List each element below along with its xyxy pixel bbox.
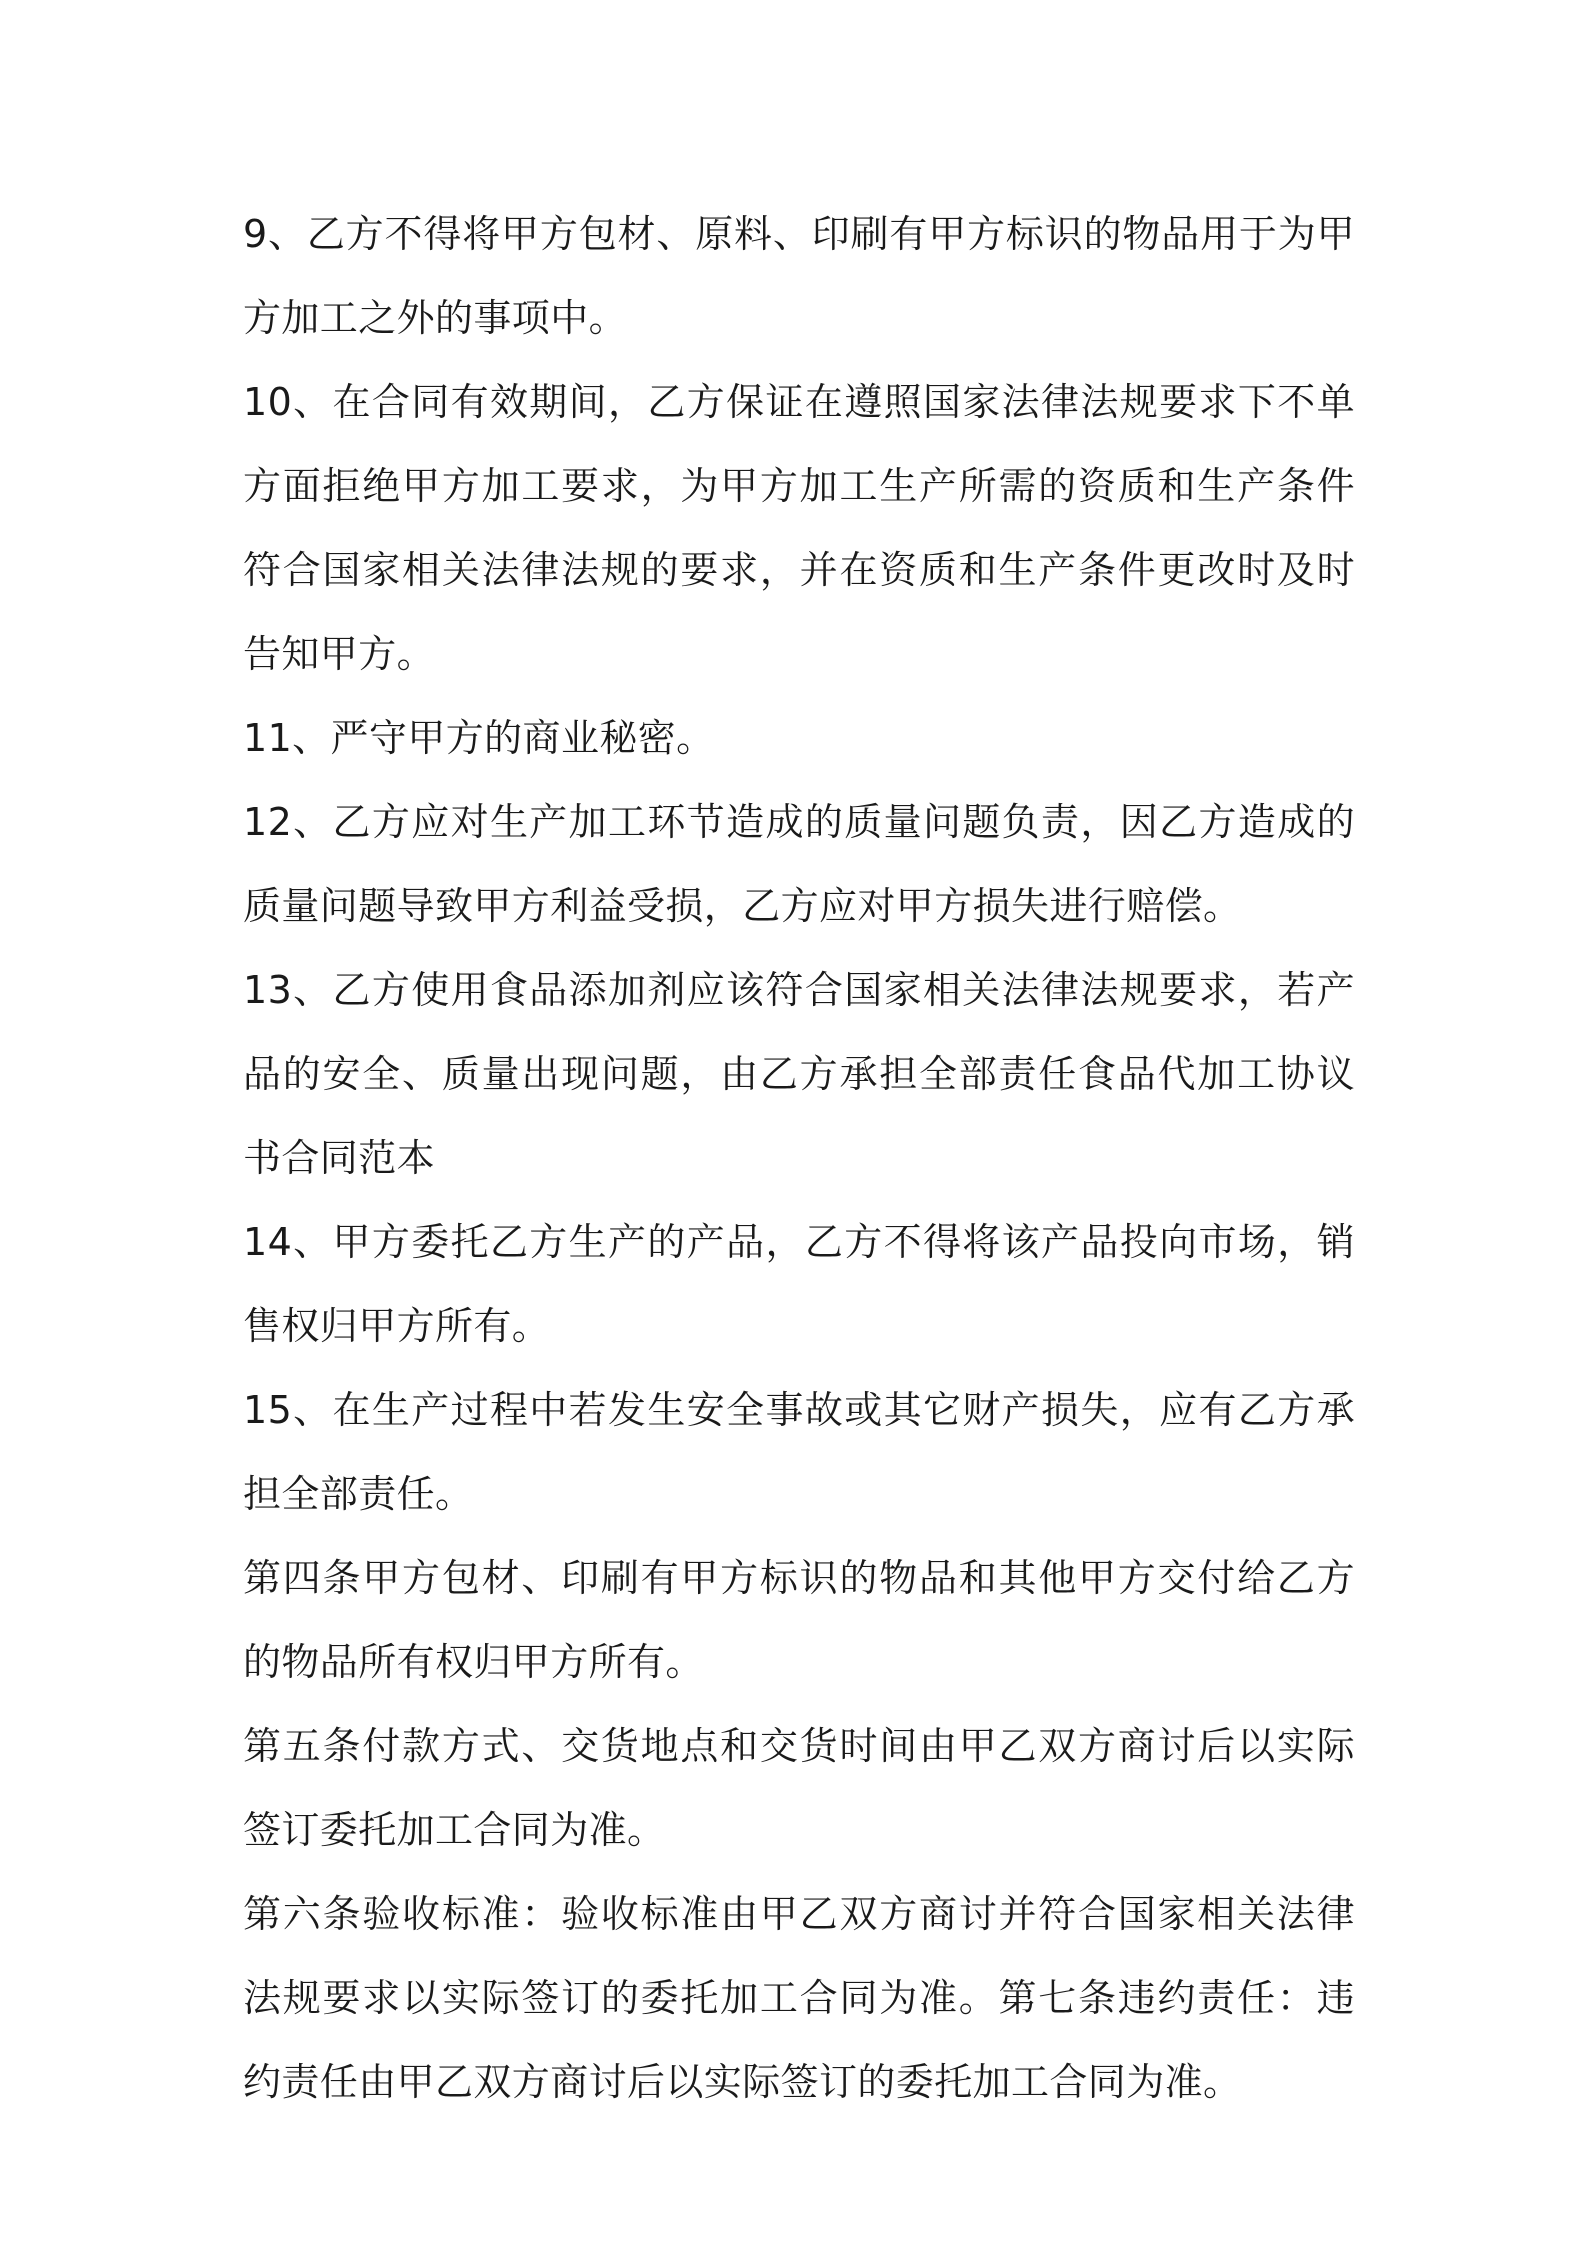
document-page (243, 192, 1355, 2124)
clause-9: 9、乙方不得将甲方包材、原料、印刷有甲方标识的物品用于为甲方加工之外的事项中。 (243, 212, 1355, 340)
clause-15: 15、在生产过程中若发生安全事故或其它财产损失，应有乙方承担全部责任。 (243, 1388, 1355, 1516)
article-6-7: 第六条验收标准：验收标准由甲乙双方商讨并符合国家相关法律法规要求以实际签订的委托加工合同为准。第七条违约责任：违约责任由甲乙双方商讨后以实际签订的委托加工合同为准。 (243, 1892, 1355, 2104)
clause-14: 14、甲方委托乙方生产的产品，乙方不得将该产品投向市场，销售权归甲方所有。 (243, 1220, 1355, 1348)
clause-11: 11、严守甲方的商业秘密。 (243, 716, 715, 760)
clause-12: 12、乙方应对生产加工环节造成的质量问题负责，因乙方造成的质量问题导致甲方利益受损，乙方应对甲方损失进行赔偿。 (243, 800, 1355, 928)
clause-10: 10、在合同有效期间，乙方保证在遵照国家法律法规要求下不单方面拒绝甲方加工要求，为甲方加工生产所需的资质和生产条件符合国家相关法律法规的要求，并在资质和生产条件更改时及时告知甲方。 (243, 380, 1355, 676)
clause-13: 13、乙方使用食品添加剂应该符合国家相关法律法规要求，若产品的安全、质量出现问题，由乙方承担全部责任食品代加工协议书合同范本 (243, 968, 1355, 1180)
article-5: 第五条付款方式、交货地点和交货时间由甲乙双方商讨后以实际签订委托加工合同为准。 (243, 1724, 1355, 1852)
article-4: 第四条甲方包材、印刷有甲方标识的物品和其他甲方交付给乙方的物品所有权归甲方所有。 (243, 1556, 1355, 1684)
